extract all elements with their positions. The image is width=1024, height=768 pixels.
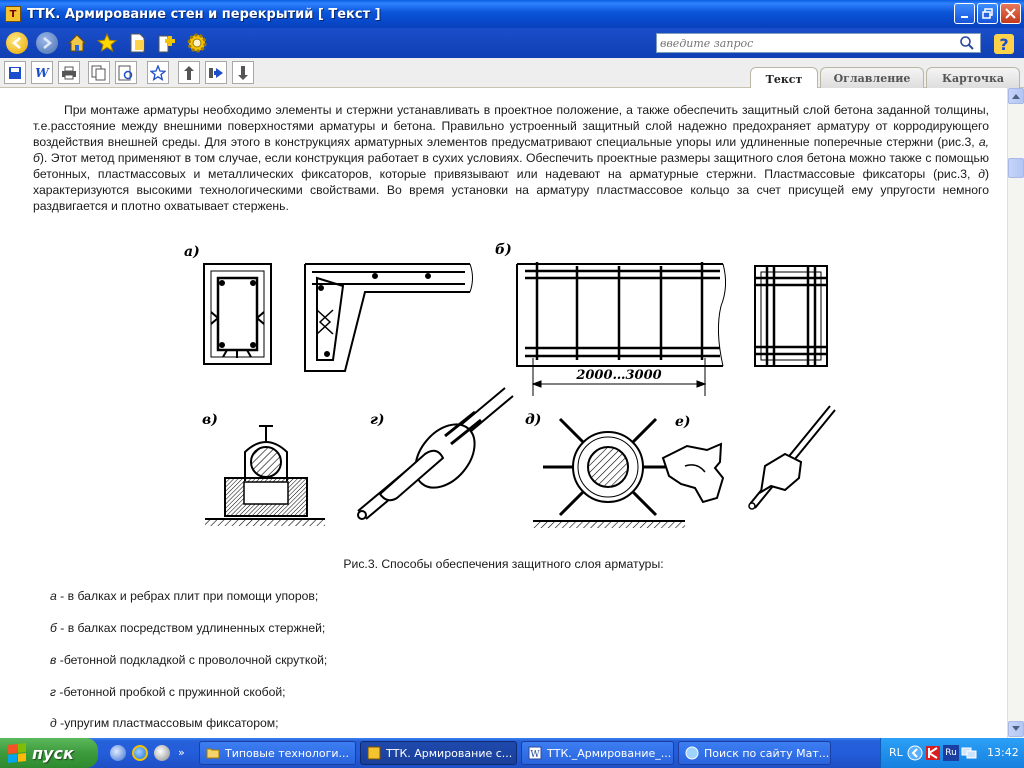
legend-text: -упругим пластмассовым фиксатором;: [56, 716, 279, 730]
legend-item: [50, 716, 279, 730]
paragraph-text: При монтаже арматуры необходимо элементы и стержни устанавливать в проектное положение, а также обеспечить защитный слой бетона заданной толщины, т.е.расстояние между внешними поверхностями арматуры и бетона. Правильно устроенный защитный слой надежно предохраняет арматуру от корродирующего воздействия внешней среды. Для этого в конструкциях арматурных элементов предусматривают специальные упоры или удлиненные поперечные стержни (рис.3,: [33, 103, 989, 149]
save-icon: [8, 66, 22, 80]
legend-text: -бетонной пробкой с пружинной скобой;: [56, 685, 286, 699]
legend-item: [50, 621, 325, 635]
search-box: [656, 33, 981, 53]
tab-contents[interactable]: Оглавление: [820, 67, 924, 89]
add-document-button[interactable]: [154, 30, 180, 56]
scroll-down-button[interactable]: [232, 61, 254, 84]
copy-button[interactable]: [88, 61, 110, 84]
word-icon: W: [35, 65, 49, 80]
network-icon[interactable]: [961, 745, 977, 761]
windows-logo-icon: [8, 743, 26, 763]
close-icon: [1005, 8, 1016, 19]
save-button[interactable]: [4, 61, 26, 84]
app-icon: Т: [5, 6, 21, 22]
figure-caption: Рис.3. Способы обеспечения защитного слоя арматуры:: [343, 557, 664, 571]
taskbar-item-label: ТТК._Армирование_...: [547, 746, 672, 760]
document-content: [0, 88, 1007, 738]
keyboard-layout-badge[interactable]: [943, 745, 959, 761]
antivirus-icon[interactable]: [925, 745, 941, 761]
maximize-button[interactable]: [977, 3, 998, 24]
body-paragraph: [33, 102, 989, 214]
media-player-icon[interactable]: [154, 745, 170, 761]
browser-icon: [685, 746, 699, 760]
tab-text[interactable]: Текст: [750, 67, 818, 90]
legend-letter: д: [50, 716, 57, 730]
search-input[interactable]: [657, 34, 957, 52]
settings-button[interactable]: [184, 30, 210, 56]
arrow-down-icon: [237, 65, 249, 81]
home-icon: [66, 32, 88, 54]
paragraph-text: ). Этот метод применяют в том случае, если конструкция работает в сухих условиях. Обеспечить проектные размеры защитного слоя бетона можно также с помощью бетонных, пластмассовых и металлических фиксаторов, которые привязывают или надевают на арматурные стержни. Пластмассовые фиксаторы (рис.3,: [33, 151, 989, 181]
start-label: пуск: [32, 743, 74, 763]
back-button[interactable]: [4, 30, 30, 56]
taskbar: [0, 738, 1024, 768]
home-button[interactable]: [64, 30, 90, 56]
scroll-up-arrow[interactable]: [1008, 88, 1024, 104]
start-button[interactable]: [0, 738, 98, 768]
document-icon: [126, 32, 148, 54]
help-icon: [992, 32, 1016, 56]
taskbar-item-label: Типовые технологи...: [225, 746, 350, 760]
app-window-icon: [367, 746, 381, 760]
legend-text: - в балках и ребрах плит при помощи упоров;: [56, 589, 319, 603]
back-arrow-icon: [6, 32, 28, 54]
favorites-button[interactable]: [94, 30, 120, 56]
prev-page-button[interactable]: [205, 61, 227, 84]
label-g: г): [370, 412, 385, 428]
paragraph-italic: а, б: [33, 135, 989, 165]
legend-letter: б: [50, 621, 57, 635]
system-tray: [880, 738, 1024, 768]
minimize-button[interactable]: [954, 3, 975, 24]
taskbar-item-search[interactable]: [678, 741, 831, 765]
svg-text:W: W: [530, 750, 540, 760]
bookmark-button[interactable]: [147, 61, 169, 84]
window-title: ТТК. Армирование стен и перекрытий [ Текст ]: [27, 6, 381, 22]
vertical-scrollbar[interactable]: [1007, 88, 1024, 738]
preview-button[interactable]: [115, 61, 137, 84]
scroll-down-arrow[interactable]: [1008, 721, 1024, 737]
svg-text:?: ?: [999, 35, 1009, 54]
tab-card[interactable]: Карточка: [926, 67, 1020, 89]
legend-letter: в: [50, 653, 57, 667]
clock[interactable]: 13:42: [987, 746, 1019, 759]
legend-letter: а: [50, 589, 57, 603]
label-a: а): [184, 244, 200, 260]
legend-item: [50, 685, 286, 699]
paragraph-text: ) характеризуются высокими технологическими свойствами. Во время установки на арматуру пластмассовое кольцо за счет присущей ему упругости немного раздвигается и плотно охватывает стержень.: [33, 167, 989, 213]
keyboard-layout-label: Ru: [945, 748, 957, 758]
label-e: е): [675, 414, 691, 430]
dimension-label: 2000…3000: [576, 368, 662, 383]
label-b: б): [495, 242, 512, 258]
language-indicator[interactable]: RL: [889, 746, 903, 759]
forward-arrow-icon: [36, 32, 58, 54]
scroll-up-icon: [1012, 93, 1020, 99]
arrow-left-icon: [208, 66, 224, 80]
folder-icon: [206, 746, 220, 760]
close-button[interactable]: [1000, 3, 1021, 24]
printer-icon: [61, 66, 77, 80]
bookmark-star-icon: [150, 65, 166, 81]
legend-letter: г: [50, 685, 57, 699]
label-d: д): [525, 412, 542, 428]
scroll-down-icon: [1012, 726, 1020, 732]
arrow-up-icon: [183, 65, 195, 81]
quick-launch-more-icon[interactable]: »: [178, 746, 185, 759]
help-button[interactable]: [992, 32, 1016, 56]
legend-item: [50, 653, 327, 667]
word-document-icon: [528, 746, 542, 760]
copy-icon: [91, 65, 107, 81]
search-icon[interactable]: [959, 35, 975, 51]
add-document-icon: [156, 32, 178, 54]
show-desktop-icon[interactable]: [110, 745, 126, 761]
label-v: в): [202, 412, 218, 428]
legend-item: [50, 589, 318, 603]
minimize-icon: [960, 9, 970, 19]
taskbar-item-label: Поиск по сайту Мат...: [704, 746, 830, 760]
gear-icon: [186, 32, 208, 54]
forward-button[interactable]: [34, 30, 60, 56]
taskbar-item-word-doc[interactable]: [521, 741, 674, 765]
tray-expand-icon[interactable]: [907, 745, 923, 761]
restore-icon: [982, 8, 993, 19]
reinforcement-figure: [175, 236, 845, 544]
legend-text: -бетонной подкладкой с проволочной скруткой;: [56, 653, 328, 667]
star-icon: [96, 32, 118, 54]
preview-icon: [118, 65, 134, 81]
taskbar-item-label: ТТК. Армирование с...: [386, 746, 513, 760]
legend-text: - в балках посредством удлиненных стержней;: [56, 621, 326, 635]
print-button[interactable]: [58, 61, 80, 84]
word-export-button[interactable]: [31, 61, 53, 84]
paragraph-italic: д: [978, 167, 985, 181]
document-button[interactable]: [124, 30, 150, 56]
title-bar[interactable]: [0, 0, 1024, 28]
internet-explorer-icon[interactable]: [132, 745, 148, 761]
scroll-top-button[interactable]: [178, 61, 200, 84]
scroll-thumb[interactable]: [1008, 158, 1024, 178]
taskbar-item-ttk-window[interactable]: [360, 741, 517, 765]
taskbar-item-folder[interactable]: [199, 741, 356, 765]
